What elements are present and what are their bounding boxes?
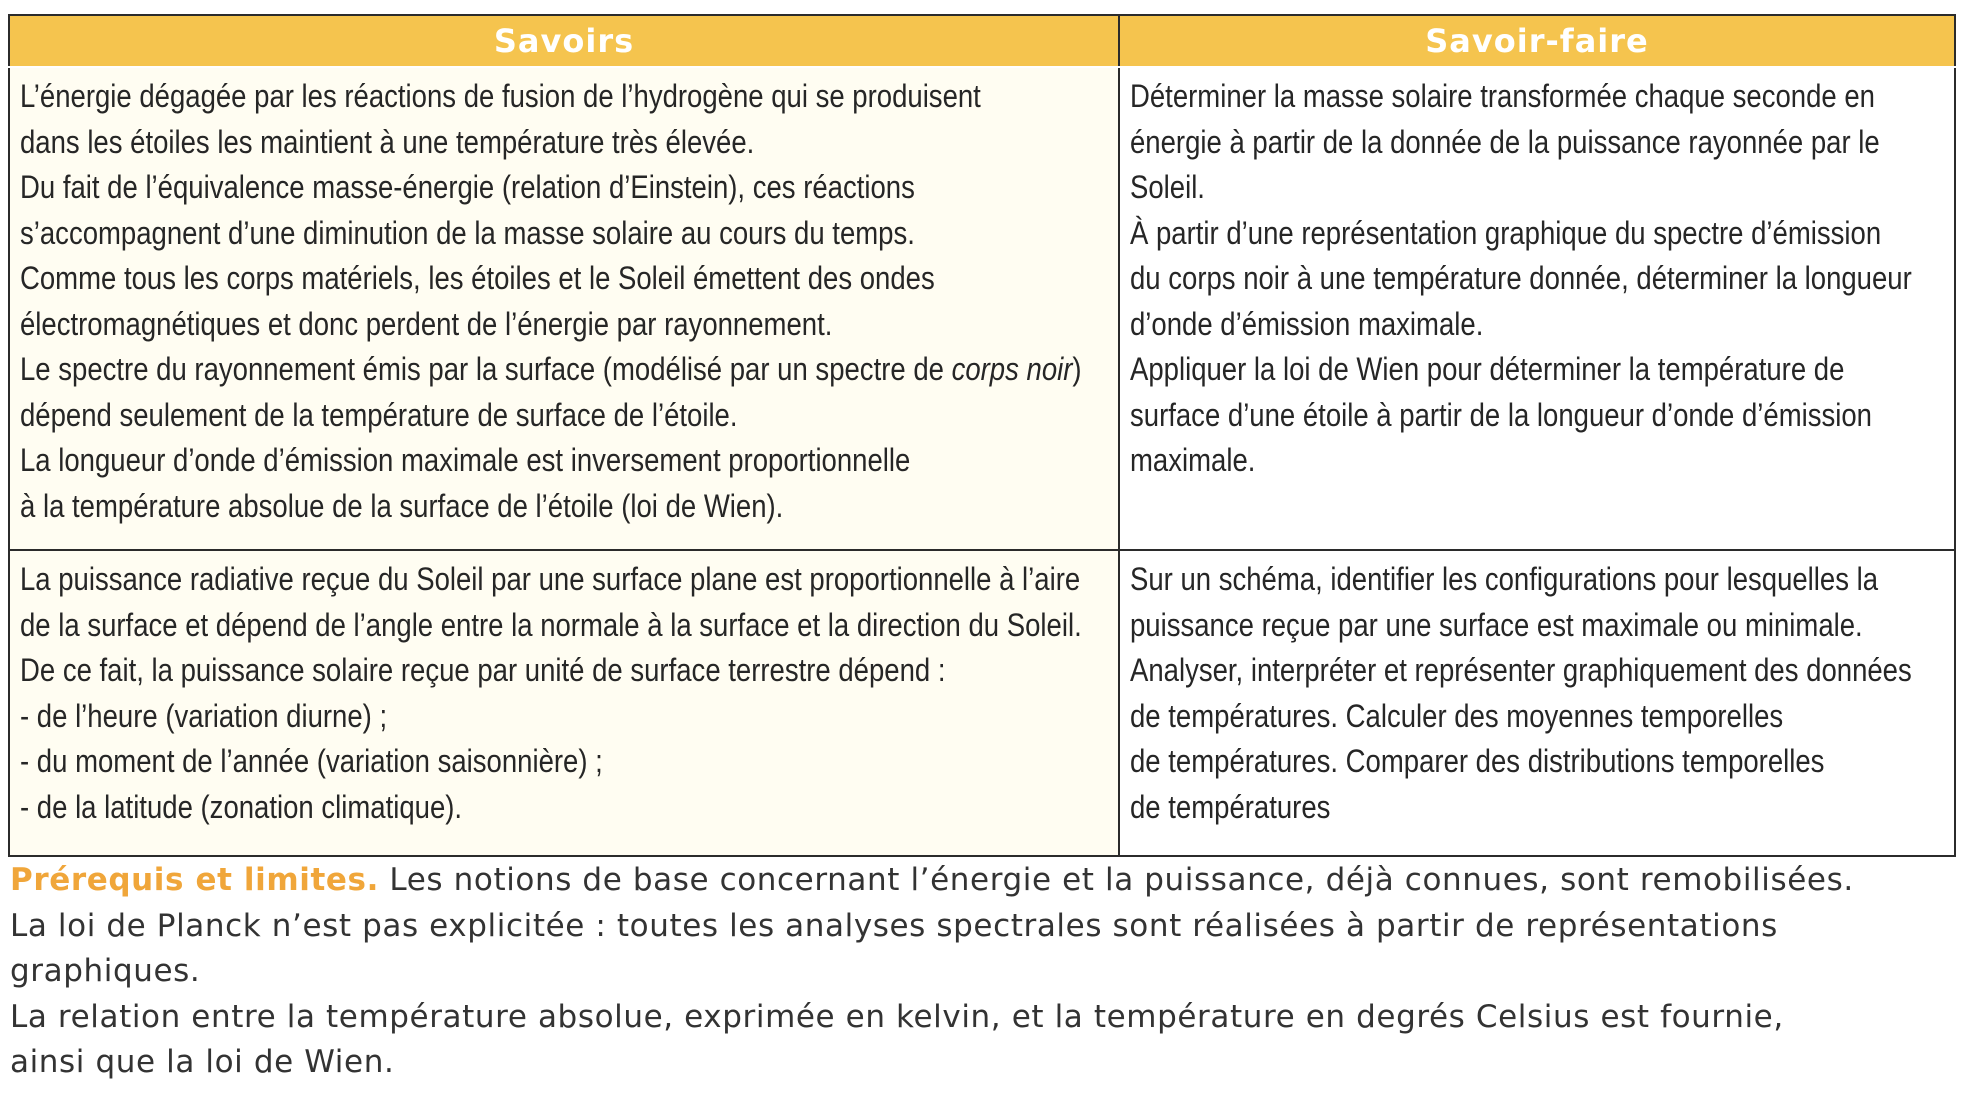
text-line: - de la latitude (zonation climatique). (20, 788, 463, 825)
prerequisites-line: La loi de Planck n’est pas explicitée : toutes les analyses spectrales sont réalisées à partir de représentations (10, 907, 1778, 944)
text-line: Du fait de l’équivalence masse-énergie (relation d’Einstein), ces réactions (20, 169, 915, 205)
savoirs-cell (9, 67, 1119, 550)
text-line: de températures (1130, 788, 1331, 825)
text-line (20, 347, 1082, 393)
text-line: d’onde d’émission maximale. (1130, 305, 1484, 342)
text-segment: Le spectre du rayonnement émis par la surface (modélisé par un spectre de (20, 351, 952, 387)
table-row (9, 67, 1955, 550)
text-line: Sur un schéma, identifier les configurations pour lesquelles la (1130, 561, 1879, 597)
text-line: électromagnétiques et donc perdent de l’énergie par rayonnement. (20, 305, 833, 342)
text-line: La longueur d’onde d’émission maximale est inversement proportionnelle (20, 442, 911, 478)
italic-term: corps noir (951, 351, 1073, 387)
table-row (9, 550, 1955, 856)
prerequisites-line: La relation entre la température absolue, exprimée en kelvin, et la température en degrés Celsius est fournie, (10, 998, 1784, 1035)
text-line: Appliquer la loi de Wien pour déterminer la température de (1130, 351, 1845, 387)
text-segment: ) (1072, 351, 1082, 387)
text-line: La puissance radiative reçue du Soleil par une surface plane est proportionnelle à l’aire (20, 561, 1081, 597)
savoirs-header: Savoirs (9, 15, 1119, 67)
text-line: maximale. (1130, 442, 1256, 478)
text-line: - du moment de l’année (variation saisonnière) ; (20, 743, 603, 779)
table-header-row (9, 15, 1955, 67)
prerequisites-line: ainsi que la loi de Wien. (10, 1044, 395, 1080)
text-line: de températures. Calculer des moyennes temporelles (1130, 697, 1784, 734)
text-line: s’accompagnent d’une diminution de la masse solaire au cours du temps. (20, 214, 915, 251)
text-line: puissance reçue par une surface est maximale ou minimale. (1130, 606, 1863, 643)
prerequisites-line: graphiques. (10, 953, 201, 989)
text-line: - de l’heure (variation diurne) ; (20, 697, 388, 734)
program-table (8, 14, 1956, 857)
prerequisites-line (10, 858, 1940, 904)
text-line: L’énergie dégagée par les réactions de fusion de l’hydrogène qui se produisent (20, 78, 981, 114)
prerequisites-section (10, 858, 1940, 1086)
savoirs-cell (9, 550, 1119, 856)
program-page (8, 14, 1954, 857)
text-line: Analyser, interpréter et représenter graphiquement des données (1130, 652, 1912, 688)
text-line: À partir d’une représentation graphique du spectre d’émission (1130, 214, 1882, 251)
text-line: à la température absolue de la surface de l’étoile (loi de Wien). (20, 487, 784, 524)
text-line: énergie à partir de la donnée de la puissance rayonnée par le (1130, 123, 1880, 160)
text-line: dans les étoiles les maintient à une température très élevée. (20, 123, 755, 160)
text-line: de températures. Comparer des distributions temporelles (1130, 743, 1825, 779)
text-line: dépend seulement de la température de surface de l’étoile. (20, 396, 738, 433)
prerequisites-text: Les notions de base concernant l’énergie et la puissance, déjà connues, sont remobilisées. (378, 862, 1854, 898)
savoir-faire-cell (1119, 550, 1955, 856)
text-line: de la surface et dépend de l’angle entre la normale à la surface et la direction du Soleil. (20, 606, 1082, 643)
savoir-faire-cell (1119, 67, 1955, 550)
text-line: Soleil. (1130, 169, 1205, 205)
text-line: Déterminer la masse solaire transformée chaque seconde en (1130, 78, 1875, 114)
text-line: surface d’une étoile à partir de la longueur d’onde d’émission (1130, 396, 1872, 433)
prerequisites-label: Prérequis et limites. (10, 862, 379, 898)
text-line: du corps noir à une température donnée, déterminer la longueur (1130, 260, 1912, 296)
savoir-faire-header: Savoir-faire (1119, 15, 1955, 67)
text-line: Comme tous les corps matériels, les étoiles et le Soleil émettent des ondes (20, 260, 935, 296)
text-line: De ce fait, la puissance solaire reçue par unité de surface terrestre dépend : (20, 652, 946, 688)
